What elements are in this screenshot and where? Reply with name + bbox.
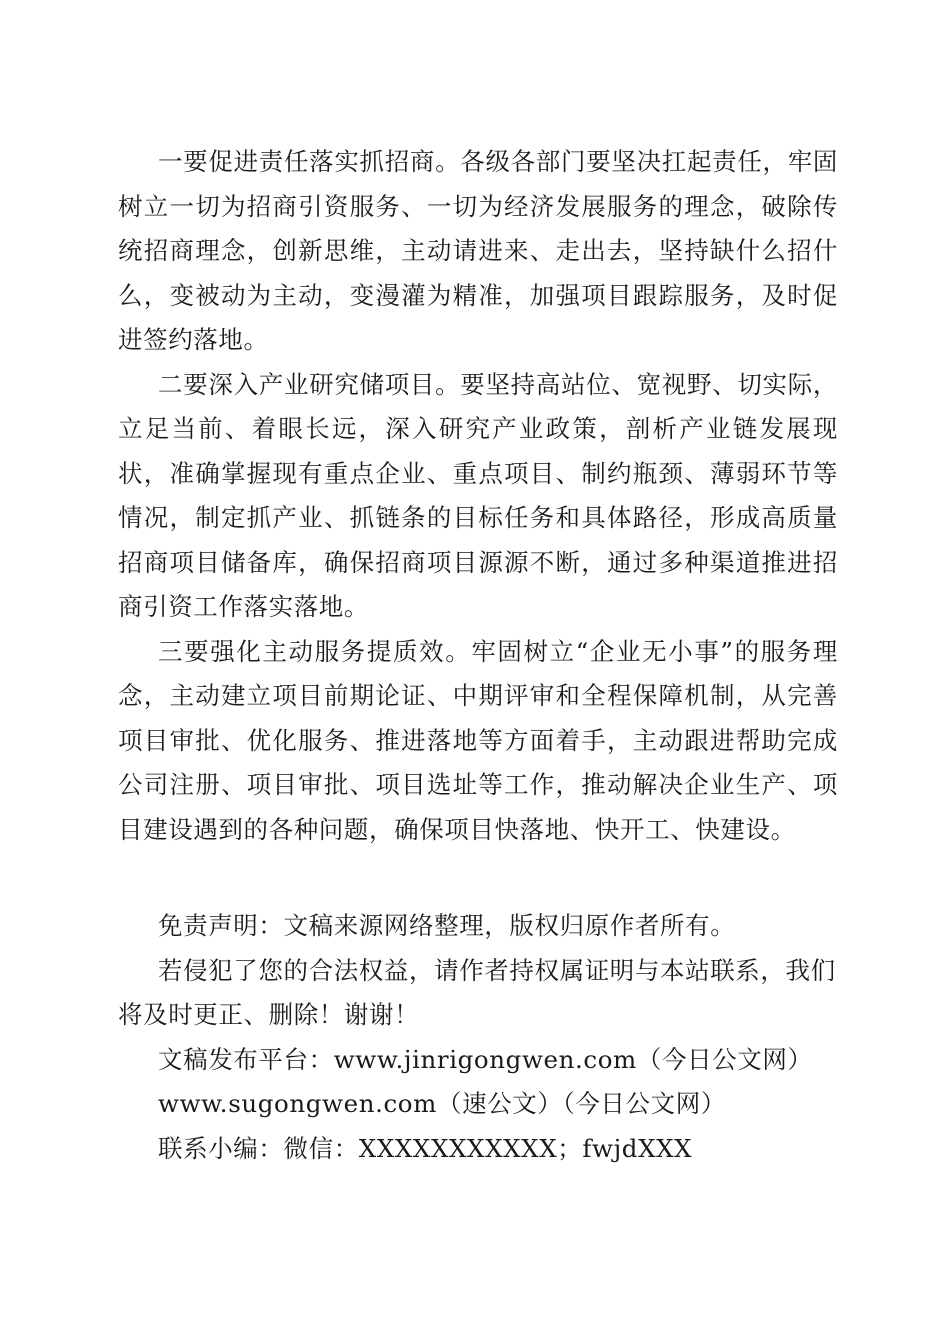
document-body [118, 140, 838, 852]
paragraph-3: 三要强化主动服务提质效。牢固树立“企业无小事”的服务理念，主动建立项目前期论证、中期评审和全程保障机制，从完善项目审批、优化服务、推进落地等方面着手，主动跟进帮助完成公司注册、项目审批、项目选址等工作，推动解决企业生产、项目建设遇到的各种问题，确保项目快落地、快开工、快建设。 [118, 636, 838, 844]
platform-text: 文稿发布平台：www.jinrigongwen.com（今日公文网） [158, 1044, 813, 1074]
document-footer [118, 904, 838, 1171]
notice-text: 若侵犯了您的合法权益，请作者持权属证明与本站联系，我们将及时更正、删除！谢谢！ [118, 955, 836, 1029]
site-text: www.sugongwen.com（速公文）（今日公文网） [158, 1089, 726, 1118]
disclaimer-text: 免责声明：文稿来源网络整理，版权归原作者所有。 [158, 911, 736, 940]
contact-text: 联系小编：微信：XXXXXXXXXXX；fwjdXXX [158, 1133, 693, 1163]
paragraph-2: 二要深入产业研究储项目。要坚持高站位、宽视野、切实际，立足当前、着眼长远，深入研究产业政策，剖析产业链发展现状，准确掌握现有重点企业、重点项目、制约瓶颈、薄弱环节等情况，制定抓产业、抓链条的目标任务和具体路径，形成高质量招商项目储备库，确保招商项目源源不断，通过多种渠道推进招商引资工作落实落地。 [118, 369, 838, 621]
paragraph-1: 一要促进责任落实抓招商。各级各部门要坚决扛起责任，牢固树立一切为招商引资服务、一切为经济发展服务的理念，破除传统招商理念，创新思维，主动请进来、走出去，坚持缺什么招什么，变被动为主动，变漫灌为精准，加强项目跟踪服务，及时促进签约落地。 [118, 147, 838, 354]
